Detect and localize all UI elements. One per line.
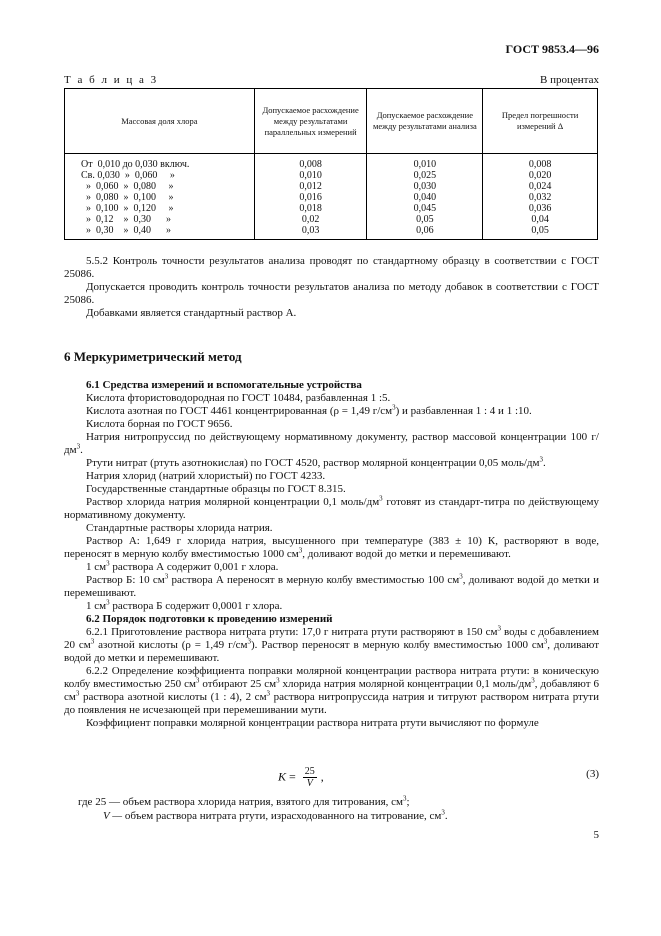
column-header-analysis: Допускаемое расхождение между результатами анализа: [367, 89, 483, 154]
text: ). Раствор переносят в мерную колбу вместимостью 1000 см: [251, 639, 544, 651]
table-cell: От 0,010 до 0,030 включ.: [81, 159, 190, 170]
paragraph: [64, 600, 599, 613]
paragraph: Ртути нитрат (ртуть азотнокислая) по ГОСТ 4520, раствор молярной концентрации 0,05 моль/$дм^3$.: [86, 455, 546, 469]
superscript: 3: [276, 676, 280, 685]
column-error-limit-values: [483, 154, 598, 240]
formula-denominator: V: [306, 778, 313, 789]
table-cell: 0,032: [528, 192, 552, 203]
superscript: 3: [195, 676, 200, 685]
table-cell: 0,025: [413, 170, 437, 181]
superscript: 3: [298, 546, 303, 555]
paragraph: Натрия нитропруссид по действующему нормативному документу, раствор массовой концентрации 100 $г/дм^3$.: [64, 431, 599, 456]
table-cell: 0,016: [299, 192, 322, 203]
table-cell: 0,012: [299, 181, 322, 192]
table-cell: 0,06: [416, 225, 434, 236]
table-cell: 0,045: [413, 203, 437, 214]
text: раствора А содержит 0,001 г хлора.: [109, 561, 279, 573]
text: 6.2.1 Приготовление раствора нитрата ртути: 17,0 г нитрата ртути растворяют в 150 см: [86, 626, 498, 638]
column-header-error-limit: Предел погрешности измерений Δ: [483, 89, 598, 154]
text: готовят из стандарт-титра по действующему нормативному документу.: [64, 496, 600, 521]
text: , доливают водой до метки и перемешивают.: [64, 574, 599, 599]
table-caption: Т а б л и ц а 3: [64, 74, 159, 86]
text: отбирают 25 см: [199, 678, 277, 690]
table-cell: Св. 0,030 » 0,060 »: [81, 170, 175, 181]
text: хлорида натрия молярной концентрации 0,1 моль/дм: [279, 678, 532, 690]
where-line-1: [78, 796, 410, 808]
paragraph: Государственные стандартные образцы по ГОСТ 8.315.: [86, 483, 346, 495]
formula-equals: =: [289, 769, 296, 784]
superscript: 3: [106, 559, 110, 568]
superscript: 3: [90, 637, 95, 646]
paragraph: [64, 405, 599, 418]
superscript: 3: [164, 572, 169, 581]
table-cell: » 0,060 » 0,080 »: [81, 181, 174, 192]
text: , добавляют 6 см: [64, 678, 599, 703]
paragraph: 5.5.2 Контроль точности результатов анализа проводят по стандартному образцу в соответствии с ГОСТ 25086.: [64, 255, 599, 280]
formula-numerator: 25: [304, 766, 315, 777]
table-cell: 0,010: [299, 170, 322, 181]
text: 6.2.2 Определение коэффициента поправки молярной концентрации раствора нитрата ртути: в коническую колбу вместимостью 250 см: [64, 665, 599, 690]
text: .: [444, 810, 448, 822]
column-header-chlorine: Массовая доля хлора: [65, 89, 255, 154]
text: 1 см: [86, 561, 107, 573]
page-number: 5: [593, 829, 599, 841]
subsection-6-2-heading: 6.2 Порядок подготовки к проведению измерений: [86, 613, 333, 625]
formula-comma: ,: [320, 769, 324, 784]
table-cell: » 0,100 » 0,120 »: [81, 203, 174, 214]
data-table: [64, 88, 598, 240]
table-cell: 0,04: [531, 214, 549, 225]
formula-number: (3): [586, 768, 599, 780]
paragraph: [64, 626, 599, 665]
formula-lhs: K: [278, 769, 287, 784]
paragraph: [64, 496, 599, 522]
superscript: 3: [247, 637, 251, 646]
table-cell: 0,030: [413, 181, 437, 192]
superscript: 3: [441, 808, 445, 817]
table-cell: » 0,080 » 0,100 »: [81, 192, 174, 203]
superscript: 3: [459, 572, 463, 581]
table-cell: 0,008: [299, 159, 322, 170]
column-header-parallel: Допускаемое расхождение между результатами параллельных измерений: [254, 89, 367, 154]
where-line-2: [103, 810, 448, 822]
text: Раствор хлорида натрия молярной концентрации 0,1 моль/дм: [86, 496, 380, 508]
symbol-v: V —: [103, 810, 123, 822]
superscript: 3: [392, 403, 396, 412]
paragraph: [64, 561, 599, 574]
column-chlorine-values: [65, 154, 255, 240]
table-cell: 0,05: [416, 214, 434, 225]
table-cell: 0,03: [301, 225, 320, 236]
text: Раствор А: 1,649 г хлорида натрия, высушенного при температуре (383 ± 10) К, растворяют в воде, переносят в мерную колбу вместимостью 1000 см: [64, 535, 599, 560]
superscript: 3: [497, 624, 501, 633]
paragraph: Добавками является стандартный раствор А.: [86, 307, 297, 319]
table-cell: 0,05: [531, 225, 549, 236]
column-parallel-values: [254, 154, 367, 240]
table-cell: 0,024: [528, 181, 552, 192]
formula-fraction: [303, 766, 317, 789]
document-header: ГОСТ 9853.4—96: [505, 42, 599, 56]
text: Кислота азотная по ГОСТ 4461 концентрированная (ρ = 1,49 г/см: [86, 405, 393, 417]
section-6-body: [64, 379, 599, 730]
text: , доливают водой до метки и перемешивают.: [302, 548, 511, 560]
text: где 25 — объем раствора хлорида натрия, взятого для титрования, см: [78, 796, 403, 808]
superscript: 3: [531, 676, 535, 685]
paragraph: Натрия хлорид (натрий хлористый) по ГОСТ 4233.: [86, 470, 326, 482]
paragraph: [64, 574, 599, 600]
paragraph: Кислота борная по ГОСТ 9656.: [86, 418, 233, 430]
text: , доливают водой до метки и перемешивают.: [64, 639, 600, 664]
formula-3: [278, 766, 324, 789]
table-cell: 0,02: [301, 214, 320, 225]
text: раствора азотной кислоты (1 : 4), 2 см: [79, 691, 267, 703]
table-cell: 0,036: [528, 203, 552, 214]
superscript: 3: [266, 689, 271, 698]
paragraph: Стандартные растворы хлорида натрия.: [86, 522, 273, 534]
text: азотной кислоты (ρ = 1,49 г/см: [94, 639, 248, 651]
text: воды с добавлением 20 см: [64, 626, 599, 651]
paragraph: [64, 665, 599, 717]
paragraph: Коэффициент поправки молярной концентрации раствора нитрата ртути вычисляют по формуле: [86, 717, 539, 729]
section-5-5-2: [64, 255, 599, 320]
text: 1 см: [86, 600, 107, 612]
table-cell: 0,020: [528, 170, 552, 181]
text: раствора Б содержит 0,0001 г хлора.: [109, 600, 283, 612]
text: ;: [406, 796, 410, 808]
paragraph: Кислота фтористоводородная по ГОСТ 10484, разбавленная 1 :5.: [86, 392, 391, 404]
column-analysis-values: [367, 154, 483, 240]
table-cell: 0,008: [528, 159, 552, 170]
text: Натрия нитропруссид по действующему нормативному документу, раствор массовой концентрации 100 г/дм: [64, 431, 599, 456]
superscript: 3: [543, 637, 548, 646]
text: Ртути нитрат (ртуть азотнокислая) по ГОСТ 4520, раствор молярной концентрации 0,05 моль/дм: [86, 457, 540, 469]
table-unit: В процентах: [540, 74, 599, 86]
table-cell: 0,010: [413, 159, 437, 170]
superscript: 3: [539, 455, 543, 464]
paragraph: [64, 535, 599, 561]
table-cell: » 0,30 » 0,40 »: [81, 225, 171, 236]
table-cell: » 0,12 » 0,30 »: [81, 214, 171, 225]
superscript: 3: [379, 494, 383, 503]
text: Раствор Б: 10 см: [86, 574, 165, 586]
paragraph: Допускается проводить контроль точности результатов анализа по методу добавок в соответствии с ГОСТ 25086.: [64, 281, 599, 306]
subsection-6-1-heading: 6.1 Средства измерений и вспомогательные устройства: [86, 379, 362, 391]
text: объем раствора нитрата ртути, израсходованного на титрование, см: [122, 810, 442, 822]
table-cell: 0,040: [413, 192, 437, 203]
superscript: 3: [106, 598, 110, 607]
superscript: 3: [402, 794, 407, 803]
text: раствора А переносят в мерную колбу вместимостью 100 см: [168, 574, 460, 586]
table-cell: 0,018: [299, 203, 322, 214]
section-6-heading: 6 Меркуриметрический метод: [64, 349, 242, 364]
table-body-row: [65, 154, 598, 240]
superscript: 3: [76, 442, 81, 451]
text: раствора нитропруссида натрия и титруют раствором нитрата ртути до появления не исчезающей при перемешивании мути.: [64, 691, 599, 716]
text: ) и разбавленная 1 : 4 и 1 :10.: [395, 405, 532, 417]
superscript: 3: [75, 689, 80, 698]
